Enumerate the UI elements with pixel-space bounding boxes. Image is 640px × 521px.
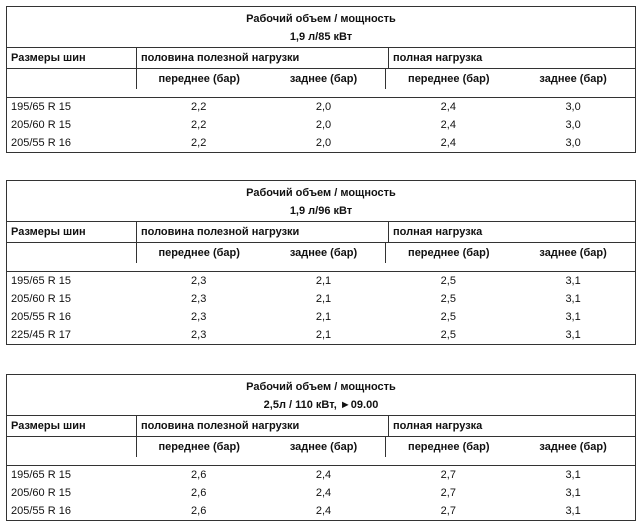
subheader-row bbox=[7, 243, 635, 263]
half-front-value: 2,2 bbox=[191, 101, 207, 113]
full-rear-value: 3,1 bbox=[565, 505, 581, 517]
pressure-table-2 bbox=[6, 180, 636, 345]
full-rear-value: 3,1 bbox=[565, 469, 581, 481]
full-front-value: 2,5 bbox=[440, 275, 456, 287]
full-rear-value: 3,0 bbox=[565, 119, 581, 131]
half-rear-value: 2,4 bbox=[315, 487, 332, 499]
full-front-header: переднее (бар) bbox=[385, 437, 511, 457]
tire-size: 195/65 R 15 bbox=[11, 101, 71, 113]
half-rear-value: 2,0 bbox=[315, 101, 332, 113]
half-rear-value: 2,1 bbox=[315, 293, 332, 305]
full-front-header: переднее (бар) bbox=[385, 69, 511, 89]
full-rear-header: заднее (бар) bbox=[539, 441, 607, 453]
blank-cell bbox=[7, 243, 136, 263]
half-rear-value: 2,4 bbox=[315, 505, 332, 517]
group-header-row bbox=[7, 48, 635, 69]
table-row bbox=[7, 290, 635, 308]
col-half-load: половина полезной нагрузки bbox=[136, 416, 388, 436]
full-front-value: 2,5 bbox=[440, 293, 456, 305]
engine-power: 1,9 л/85 кВт bbox=[7, 26, 635, 48]
tire-size: 205/60 R 15 bbox=[11, 293, 71, 305]
half-front-value: 2,2 bbox=[191, 119, 207, 131]
half-front-header: переднее (бар) bbox=[136, 69, 262, 89]
full-rear-value: 3,0 bbox=[565, 137, 581, 149]
table-row bbox=[7, 466, 635, 484]
full-rear-value: 3,1 bbox=[565, 275, 581, 287]
half-rear-value: 2,1 bbox=[315, 311, 332, 323]
half-rear-header: заднее (бар) bbox=[289, 441, 358, 453]
full-rear-value: 3,1 bbox=[565, 487, 581, 499]
tire-size: 195/65 R 15 bbox=[11, 275, 71, 287]
full-front-value: 2,5 bbox=[440, 311, 456, 323]
full-rear-header: заднее (бар) bbox=[539, 73, 607, 85]
half-front-value: 2,6 bbox=[191, 487, 207, 499]
half-rear-header: заднее (бар) bbox=[289, 247, 358, 259]
group-header-row bbox=[7, 416, 635, 437]
table-row bbox=[7, 326, 635, 344]
pressure-table-3 bbox=[6, 374, 636, 521]
half-front-value: 2,3 bbox=[191, 293, 207, 305]
blank-cell bbox=[7, 437, 136, 457]
col-full-load: полная нагрузка bbox=[388, 416, 635, 436]
table-row bbox=[7, 484, 635, 502]
half-rear-value: 2,4 bbox=[315, 469, 332, 481]
full-rear-header: заднее (бар) bbox=[539, 247, 607, 259]
full-front-value: 2,4 bbox=[440, 101, 456, 113]
full-rear-value: 3,1 bbox=[565, 293, 581, 305]
col-tire-size: Размеры шин bbox=[11, 226, 86, 238]
full-front-value: 2,7 bbox=[440, 487, 456, 499]
full-front-value: 2,4 bbox=[440, 137, 456, 149]
tire-size: 205/55 R 16 bbox=[11, 137, 71, 149]
tire-size: 205/55 R 16 bbox=[11, 505, 71, 517]
half-front-value: 2,3 bbox=[191, 275, 207, 287]
full-rear-value: 3,1 bbox=[565, 311, 581, 323]
full-front-value: 2,7 bbox=[440, 505, 456, 517]
full-rear-value: 3,1 bbox=[565, 329, 581, 341]
table-row bbox=[7, 116, 635, 134]
engine-power: 1,9 л/96 кВт bbox=[7, 200, 635, 222]
engine-power: 2,5л / 110 кВт, ►09.00 bbox=[7, 394, 635, 416]
table-title: Рабочий объем / мощность bbox=[246, 13, 396, 25]
tire-size: 205/60 R 15 bbox=[11, 119, 71, 131]
col-half-load: половина полезной нагрузки bbox=[136, 222, 388, 242]
table-row bbox=[7, 308, 635, 326]
half-rear-value: 2,1 bbox=[315, 329, 332, 341]
header-divider bbox=[7, 89, 635, 98]
half-front-value: 2,3 bbox=[191, 329, 207, 341]
tire-size: 205/55 R 16 bbox=[11, 311, 71, 323]
table-title: Рабочий объем / мощность bbox=[246, 187, 396, 199]
full-front-header: переднее (бар) bbox=[385, 243, 511, 263]
header-divider bbox=[7, 457, 635, 466]
full-front-value: 2,4 bbox=[440, 119, 456, 131]
subheader-row bbox=[7, 437, 635, 457]
col-full-load: полная нагрузка bbox=[388, 222, 635, 242]
half-front-value: 2,6 bbox=[191, 469, 207, 481]
col-tire-size: Размеры шин bbox=[11, 52, 86, 64]
table-row bbox=[7, 98, 635, 116]
col-full-load: полная нагрузка bbox=[388, 48, 635, 68]
tire-size: 225/45 R 17 bbox=[11, 329, 71, 341]
full-front-value: 2,5 bbox=[440, 329, 456, 341]
half-front-value: 2,6 bbox=[191, 505, 207, 517]
tire-size: 195/65 R 15 bbox=[11, 469, 71, 481]
table-row bbox=[7, 502, 635, 520]
col-half-load: половина полезной нагрузки bbox=[136, 48, 388, 68]
tire-size: 205/60 R 15 bbox=[11, 487, 71, 499]
half-rear-value: 2,1 bbox=[315, 275, 332, 287]
full-front-value: 2,7 bbox=[440, 469, 456, 481]
full-rear-value: 3,0 bbox=[565, 101, 581, 113]
half-front-value: 2,2 bbox=[191, 137, 207, 149]
header-divider bbox=[7, 263, 635, 272]
half-front-value: 2,3 bbox=[191, 311, 207, 323]
half-rear-value: 2,0 bbox=[315, 119, 332, 131]
half-rear-header: заднее (бар) bbox=[289, 73, 358, 85]
half-rear-value: 2,0 bbox=[315, 137, 332, 149]
table-title: Рабочий объем / мощность bbox=[246, 381, 396, 393]
table-row bbox=[7, 134, 635, 152]
subheader-row bbox=[7, 69, 635, 89]
blank-cell bbox=[7, 69, 136, 89]
half-front-header: переднее (бар) bbox=[136, 437, 262, 457]
col-tire-size: Размеры шин bbox=[11, 420, 86, 432]
half-front-header: переднее (бар) bbox=[136, 243, 262, 263]
table-row bbox=[7, 272, 635, 290]
group-header-row bbox=[7, 222, 635, 243]
pressure-table-1 bbox=[6, 6, 636, 153]
